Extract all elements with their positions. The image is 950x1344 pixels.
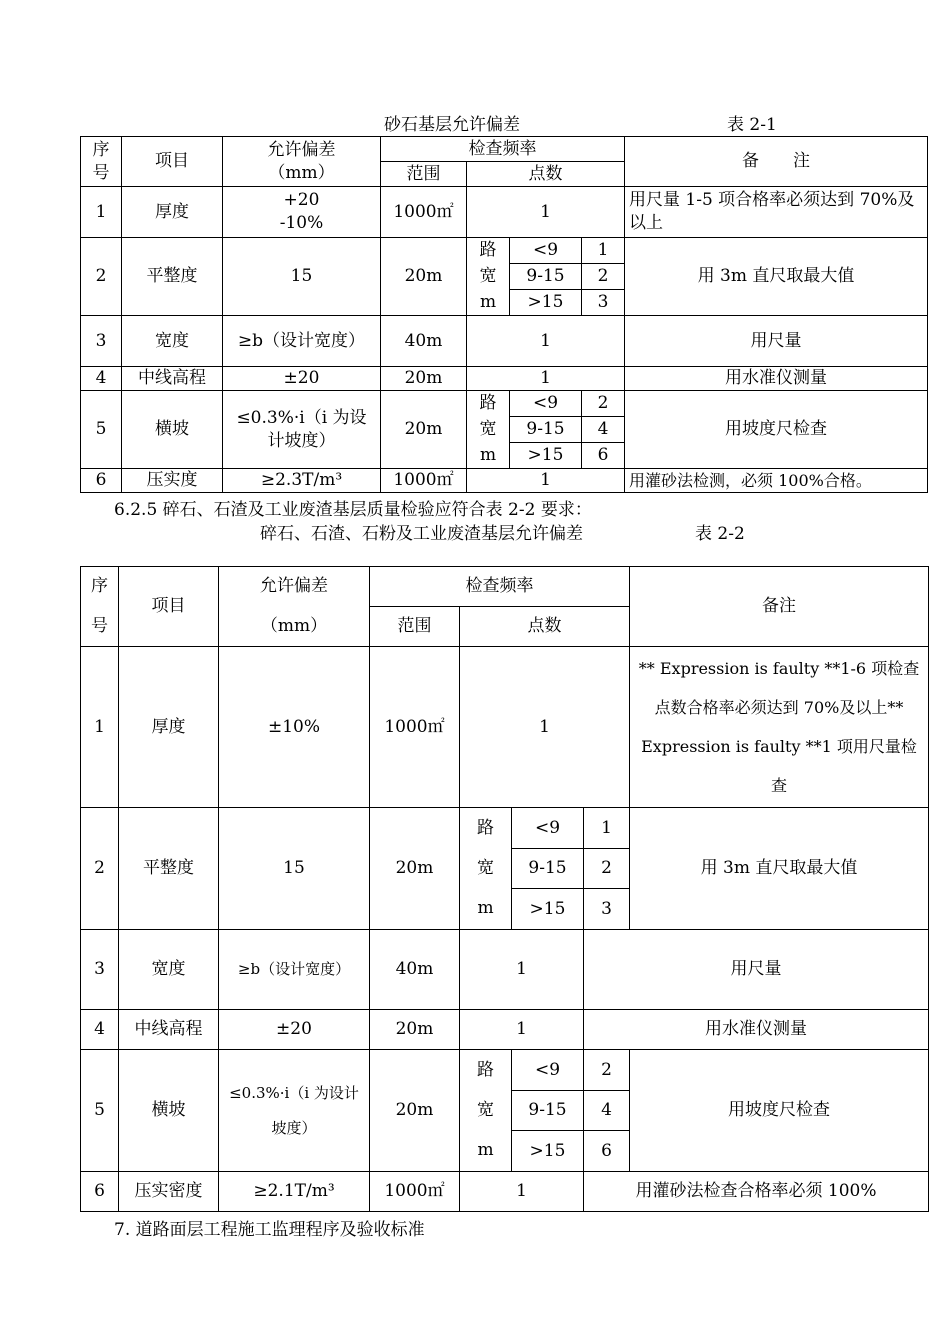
cell-points: 1	[460, 1010, 584, 1050]
road-width-char: 路	[477, 817, 494, 838]
road-width-char: 宽	[479, 266, 497, 287]
table-row	[81, 367, 928, 391]
cell-item: 宽度	[119, 930, 219, 1010]
cell-seq: 6	[81, 469, 122, 493]
cell-remark: 用坡度尺检查	[625, 391, 928, 469]
width-range: >15	[510, 290, 582, 316]
table1-title: 砂石基层允许偏差	[384, 115, 520, 135]
tolerance-lower: -10%	[279, 213, 324, 233]
road-width-char: 路	[477, 1059, 494, 1080]
header-item: 项目	[122, 137, 223, 187]
cell-range: 20m	[370, 1010, 460, 1050]
cell-seq: 5	[81, 1050, 119, 1172]
cell-range: 40m	[370, 930, 460, 1010]
header-points: 点数	[467, 162, 625, 187]
cell-seq: 1	[81, 187, 122, 238]
cell-range: 1000㎡	[381, 469, 467, 493]
width-range: 9-15	[512, 1091, 584, 1131]
cell-range: 20m	[381, 391, 467, 469]
width-range: >15	[512, 1131, 584, 1172]
road-width-char: m	[479, 291, 497, 312]
tolerance-upper: +20	[283, 190, 320, 211]
header-frequency: 检查频率	[370, 567, 630, 607]
table1-number: 表 2-1	[727, 115, 777, 135]
cell-remark: 用尺量	[625, 316, 928, 367]
cell-tolerance: ±20	[223, 367, 381, 391]
width-range: <9	[512, 808, 584, 849]
cell-remark: ** Expression is faulty **1-6 项检查点数合格率必须达到 70%及以上** Expression is faulty **1 项用尺量检查	[630, 647, 929, 808]
width-points: 6	[582, 443, 625, 469]
table-row	[81, 391, 928, 417]
width-points: 3	[584, 889, 630, 930]
cell-range: 1000㎡	[370, 647, 460, 808]
table2-number: 表 2-2	[695, 524, 745, 544]
table-row	[81, 469, 928, 493]
cell-item: 厚度	[119, 647, 219, 808]
road-width-char: 路	[479, 240, 497, 261]
table-row	[81, 1010, 929, 1050]
width-points: 2	[584, 1050, 630, 1091]
cell-points: 1	[460, 1172, 584, 1212]
table-row	[81, 808, 929, 849]
table-row	[81, 316, 928, 367]
road-width-char: 宽	[479, 419, 497, 440]
cell-points: 1	[460, 930, 584, 1010]
header-seq-bottom: 号	[81, 607, 119, 647]
header-tolerance	[223, 137, 381, 187]
table-row	[81, 930, 929, 1010]
width-points: 1	[584, 808, 630, 849]
header-tolerance-unit: （mm）	[268, 162, 335, 183]
header-range: 范围	[370, 607, 460, 647]
width-points: 1	[582, 238, 625, 264]
paragraph-6-2-5: 6.2.5 碎石、石渣及工业废渣基层质量检验应符合表 2-2 要求：	[114, 500, 592, 520]
cell-seq: 4	[81, 1010, 119, 1050]
width-points: 2	[582, 264, 625, 290]
cell-seq: 3	[81, 316, 122, 367]
cell-tolerance	[223, 187, 381, 238]
section-heading-7: 7. 道路面层工程施工监理程序及验收标准	[114, 1220, 425, 1240]
cell-tolerance: ≤0.3%·i（i 为设计坡度）	[223, 391, 381, 469]
table-row	[81, 647, 929, 808]
width-range: <9	[510, 391, 582, 417]
header-item: 项目	[119, 567, 219, 647]
cell-remark: 用 3m 直尺取最大值	[630, 808, 929, 930]
cell-tolerance: ≥b（设计宽度）	[223, 316, 381, 367]
cell-item: 横坡	[122, 391, 223, 469]
width-range: 9-15	[512, 849, 584, 889]
table-row	[81, 1050, 929, 1091]
header-tolerance-unit: （mm）	[219, 607, 370, 647]
cell-remark: 用灌砂法检测，必须 100%合格。	[625, 469, 928, 493]
cell-remark: 用 3m 直尺取最大值	[625, 238, 928, 316]
header-remark: 备注	[630, 567, 929, 647]
cell-tolerance: ≥2.1T/m³	[219, 1172, 370, 1212]
cell-points: 1	[467, 367, 625, 391]
table-row	[81, 187, 928, 238]
road-width-char: 宽	[477, 858, 494, 879]
road-width-char: 路	[479, 393, 497, 414]
cell-remark: 用水准仪测量	[584, 1010, 929, 1050]
cell-item: 压实度	[122, 469, 223, 493]
table-2-2	[80, 566, 929, 1212]
header-points: 点数	[460, 607, 630, 647]
cell-seq: 3	[81, 930, 119, 1010]
cell-points: 1	[467, 316, 625, 367]
width-points: 2	[584, 849, 630, 889]
cell-remark: 用坡度尺检查	[630, 1050, 929, 1172]
width-range: 9-15	[510, 417, 582, 443]
width-range: <9	[512, 1050, 584, 1091]
road-width-char: m	[479, 444, 497, 465]
table1-header-row	[81, 137, 928, 162]
cell-item: 平整度	[119, 808, 219, 930]
header-frequency: 检查频率	[381, 137, 625, 162]
cell-item: 压实密度	[119, 1172, 219, 1212]
cell-tolerance: 15	[223, 238, 381, 316]
cell-range: 1000㎡	[381, 187, 467, 238]
header-tolerance: 允许偏差	[219, 567, 370, 607]
header-tolerance-label: 允许偏差	[267, 139, 336, 160]
cell-points: 1	[460, 647, 630, 808]
cell-tolerance: 15	[219, 808, 370, 930]
width-range: >15	[512, 889, 584, 930]
cell-item: 宽度	[122, 316, 223, 367]
cell-seq: 5	[81, 391, 122, 469]
cell-tolerance: ≤0.3%·i（i 为设计坡度）	[219, 1050, 370, 1172]
cell-item: 平整度	[122, 238, 223, 316]
cell-seq: 6	[81, 1172, 119, 1212]
width-points: 6	[584, 1131, 630, 1172]
cell-tolerance: ±20	[219, 1010, 370, 1050]
header-seq: 序号	[81, 137, 122, 187]
table2-title: 碎石、石渣、石粉及工业废渣基层允许偏差	[260, 524, 583, 544]
cell-remark: 用尺量	[584, 930, 929, 1010]
cell-seq: 4	[81, 367, 122, 391]
width-points: 2	[582, 391, 625, 417]
cell-seq: 2	[81, 238, 122, 316]
cell-tolerance: ±10%	[219, 647, 370, 808]
cell-remark: 用灌砂法检查合格率必须 100%	[584, 1172, 929, 1212]
width-points: 3	[582, 290, 625, 316]
road-width-char: m	[477, 1140, 494, 1161]
table-row	[81, 238, 928, 264]
road-width-char: m	[477, 898, 494, 919]
cell-item: 横坡	[119, 1050, 219, 1172]
width-range: 9-15	[510, 264, 582, 290]
cell-range: 20m	[381, 238, 467, 316]
cell-remark: 用尺量 1-5 项合格率必须达到 70%及以上	[625, 187, 928, 238]
cell-range: 20m	[370, 1050, 460, 1172]
cell-seq: 1	[81, 647, 119, 808]
cell-tolerance: ≥b（设计宽度）	[219, 930, 370, 1010]
cell-range: 20m	[370, 808, 460, 930]
table2-header-row	[81, 567, 929, 607]
road-width-char: 宽	[477, 1100, 494, 1121]
width-points: 4	[582, 417, 625, 443]
cell-range: 20m	[381, 367, 467, 391]
width-range: <9	[510, 238, 582, 264]
header-range: 范围	[381, 162, 467, 187]
cell-item: 中线高程	[122, 367, 223, 391]
cell-tolerance: ≥2.3T/m³	[223, 469, 381, 493]
cell-range: 40m	[381, 316, 467, 367]
cell-remark: 用水准仪测量	[625, 367, 928, 391]
cell-item: 中线高程	[119, 1010, 219, 1050]
cell-range: 1000㎡	[370, 1172, 460, 1212]
table-2-1	[80, 136, 928, 493]
header-seq-top: 序	[81, 567, 119, 607]
cell-seq: 2	[81, 808, 119, 930]
table-row	[81, 1172, 929, 1212]
cell-points: 1	[467, 187, 625, 238]
width-points: 4	[584, 1091, 630, 1131]
width-range: >15	[510, 443, 582, 469]
header-remark: 备 注	[625, 137, 928, 187]
cell-item: 厚度	[122, 187, 223, 238]
cell-points: 1	[467, 469, 625, 493]
